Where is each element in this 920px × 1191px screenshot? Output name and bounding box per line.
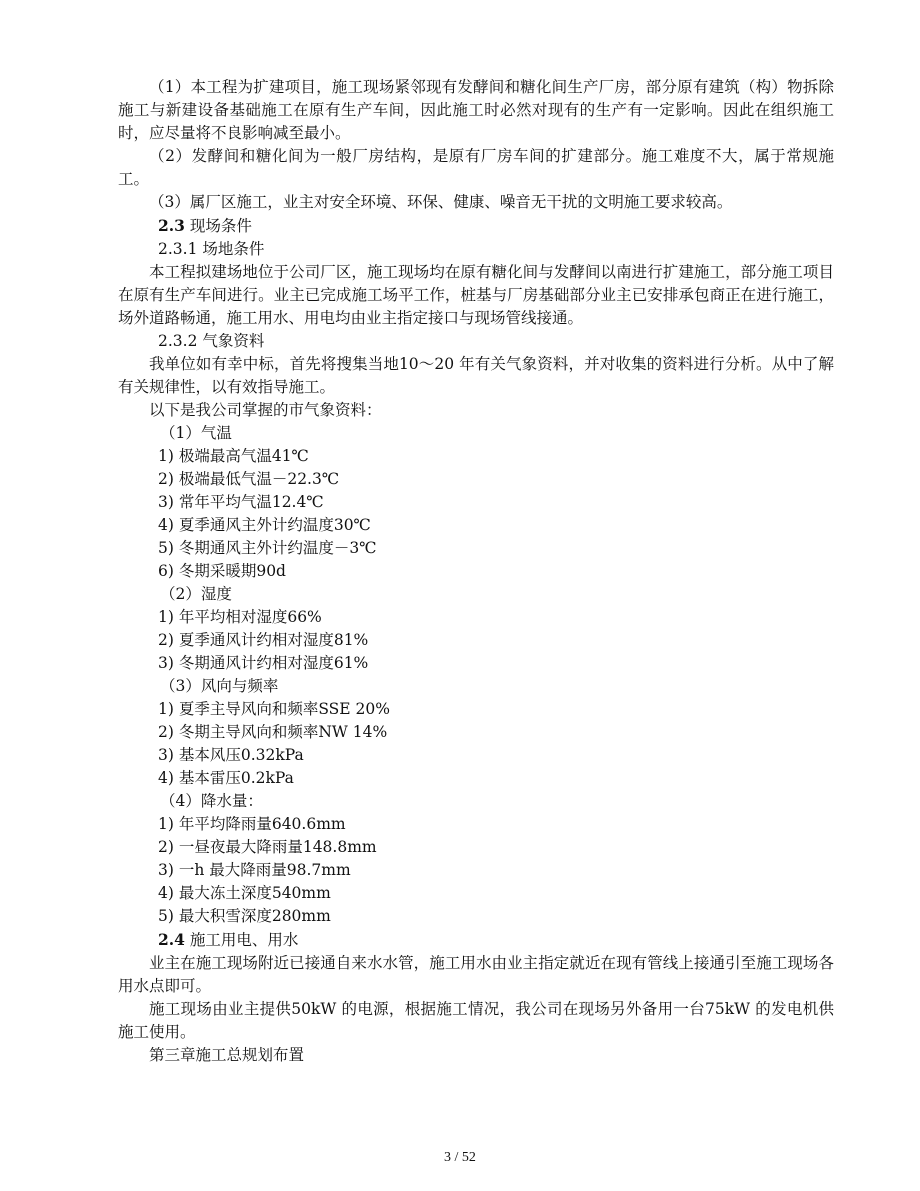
list-item: 3) 冬期通风计约相对湿度61% xyxy=(158,654,369,672)
section-heading-2-3 xyxy=(118,214,834,238)
paragraph-power-supply: 施工现场由业主提供50kW 的电源，根据施工情况，我公司在现场另外备用一台75kW 的发电机供施工使用。 xyxy=(118,1000,834,1041)
list-item: 3) 基本风压0.32kPa xyxy=(158,746,304,764)
list-item: 4) 基本雷压0.2kPa xyxy=(158,769,294,787)
section-heading-2-3-1: 2.3.1 场地条件 xyxy=(158,240,265,258)
page-body xyxy=(118,76,834,1067)
list-item: 2) 冬期主导风向和频率NW 14% xyxy=(158,723,388,741)
precipitation-heading: （4）降水量： xyxy=(160,792,263,810)
paragraph-weather-2: 以下是我公司掌握的市气象资料： xyxy=(149,401,382,419)
list-item: 1) 年平均相对湿度66% xyxy=(158,608,322,626)
temperature-heading: （1）气温 xyxy=(160,424,232,442)
paragraph-intro-1: （1）本工程为扩建项目，施工现场紧邻现有发酵间和糖化间生产厂房，部分原有建筑（构）物拆除施工与新建设备基础施工在原有生产车间，因此施工时必然对现有的生产有一定影响。因此在组织施工时，应尽量将不良影响减至最小。 xyxy=(118,78,834,142)
list-item: 1) 夏季主导风向和频率SSE 20% xyxy=(158,700,390,718)
section-heading-2-3-2: 2.3.2 气象资料 xyxy=(158,332,265,350)
list-item: 6) 冬期采暖期90d xyxy=(158,562,286,580)
list-item: 3) 一h 最大降雨量98.7mm xyxy=(158,861,351,879)
list-item: 2) 夏季通风计约相对湿度81% xyxy=(158,631,369,649)
humidity-heading: （2）湿度 xyxy=(160,585,232,603)
list-item: 2) 极端最低气温－22.3℃ xyxy=(158,470,340,488)
paragraph-intro-3: （3）属厂区施工，业主对安全环境、环保、健康、噪音无干扰的文明施工要求较高。 xyxy=(149,193,733,211)
section-number: 2.3 xyxy=(158,216,185,235)
list-item: 5) 最大积雪深度280mm xyxy=(158,907,331,925)
paragraph-weather-1: 我单位如有幸中标，首先将搜集当地10～20 年有关气象资料，并对收集的资料进行分析。从中了解有关规律性，以有效指导施工。 xyxy=(118,355,834,396)
list-item: 4) 最大冻土深度540mm xyxy=(158,884,331,902)
list-item: 4) 夏季通风主外计约温度30℃ xyxy=(158,516,371,534)
list-item: 3) 常年平均气温12.4℃ xyxy=(158,493,324,511)
section-heading-2-4 xyxy=(118,928,834,952)
list-item: 5) 冬期通风主外计约温度－3℃ xyxy=(158,539,377,557)
section-title: 施工用电、用水 xyxy=(189,931,299,949)
page-number: 3 / 52 xyxy=(444,1150,476,1165)
paragraph-intro-2: （2）发酵间和糖化间为一般厂房结构，是原有厂房车间的扩建部分。施工难度不大，属于常规施工。 xyxy=(118,147,834,188)
paragraph-site-conditions: 本工程拟建场地位于公司厂区，施工现场均在原有糖化间与发酵间以南进行扩建施工，部分施工项目在原有生产车间进行。业主已完成施工场平工作，桩基与厂房基础部分业主已安排承包商正在进行施工，场外道路畅通，施工用水、用电均由业主指定接口与现场管线接通。 xyxy=(118,263,834,327)
wind-heading: （3）风向与频率 xyxy=(160,677,279,695)
chapter-heading: 第三章施工总规划布置 xyxy=(149,1046,305,1064)
section-number: 2.4 xyxy=(158,930,185,949)
list-item: 1) 极端最高气温41℃ xyxy=(158,447,309,465)
section-title: 现场条件 xyxy=(189,217,252,235)
list-item: 1) 年平均降雨量640.6mm xyxy=(158,815,346,833)
list-item: 2) 一昼夜最大降雨量148.8mm xyxy=(158,838,377,856)
paragraph-water-supply: 业主在施工现场附近已接通自来水水管，施工用水由业主指定就近在现有管线上接通引至施工现场各用水点即可。 xyxy=(118,954,834,995)
